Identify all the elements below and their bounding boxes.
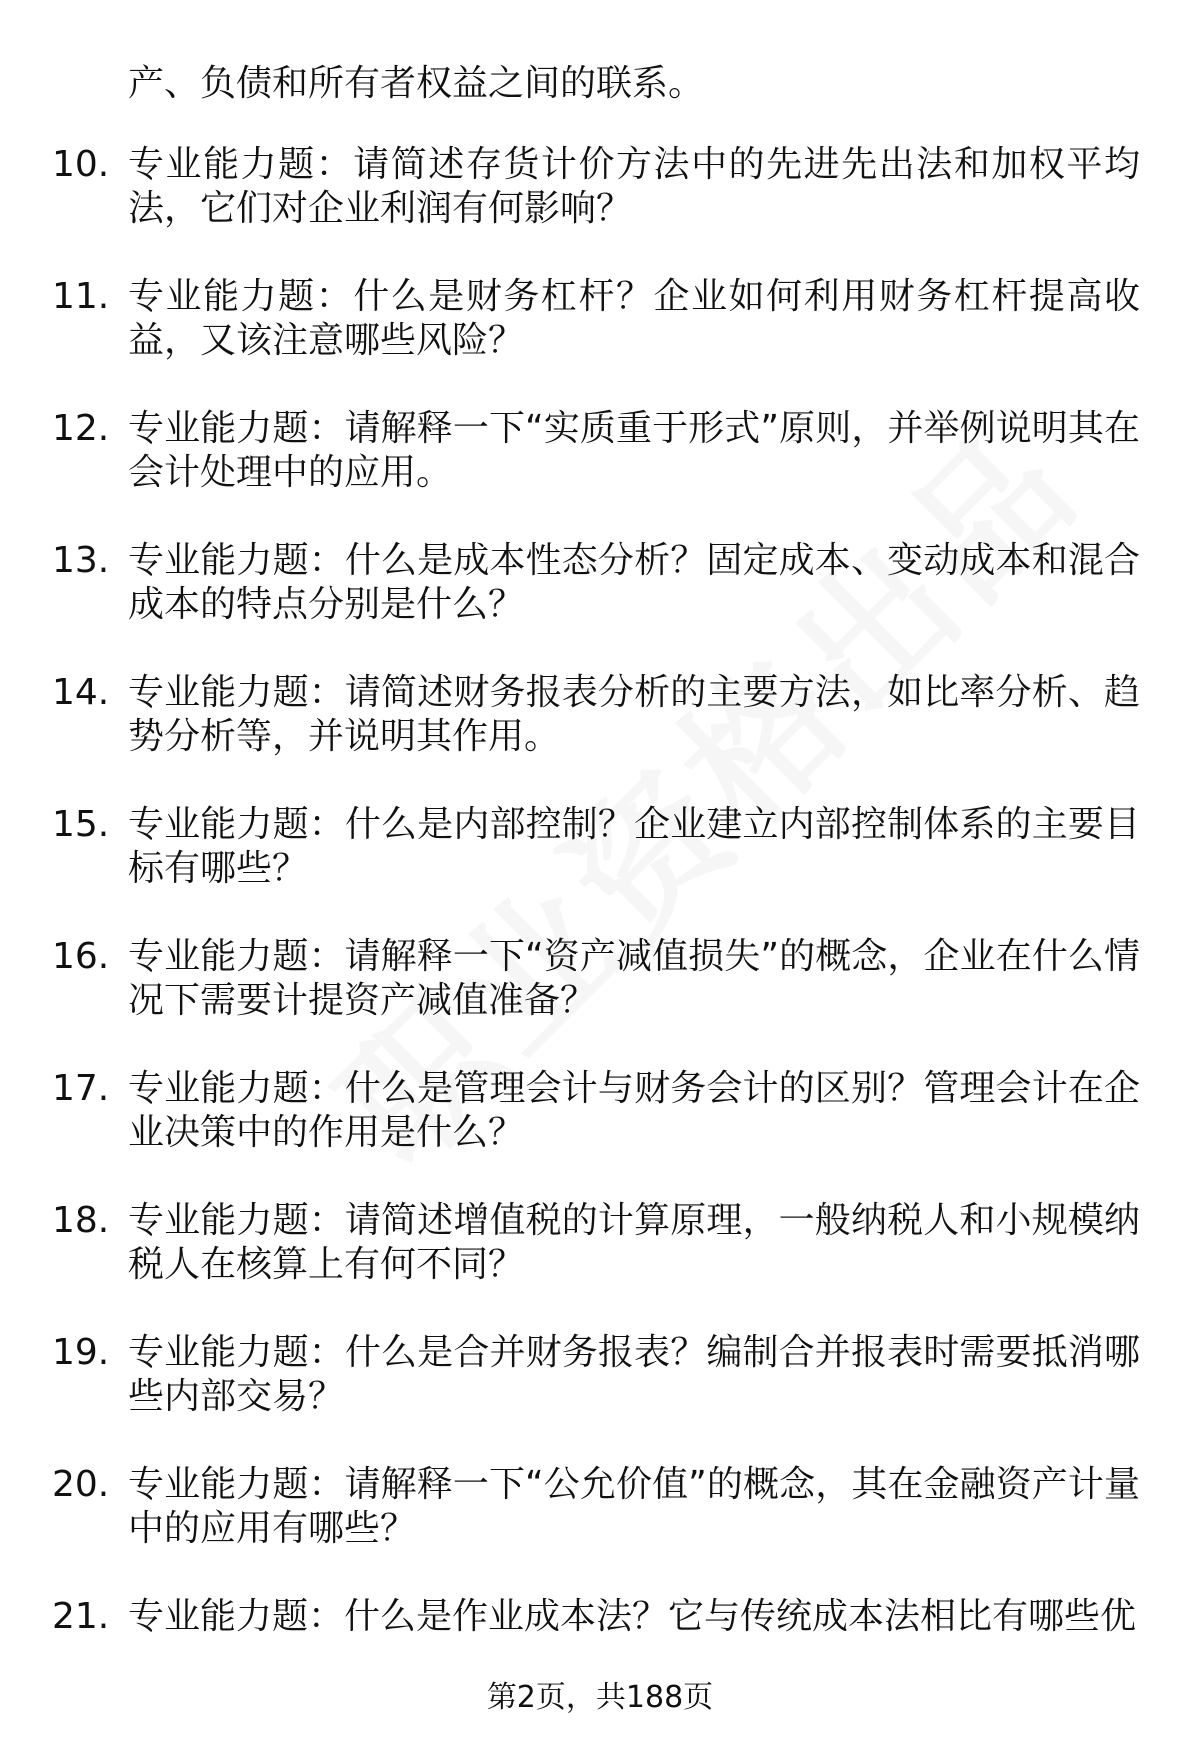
list-item [0,1463,1200,1595]
list-item [0,1067,1200,1199]
item-number: 19. [52,1332,110,1373]
item-text: 专业能力题：请简述财务报表分析的主要方法，如比率分析、趋势分析等，并说明其作用。 [128,672,1140,757]
question-list [0,143,1200,1727]
item-number: 14. [52,672,110,713]
list-item [0,935,1200,1067]
item-number: 17. [52,1068,110,1109]
continuation-text: 产、负债和所有者权益之间的联系。 [128,63,705,104]
list-item [0,1331,1200,1463]
item-text: 专业能力题：请简述增值税的计算原理，一般纳税人和小规模纳税人在核算上有何不同？ [128,1200,1140,1285]
item-number: 11. [52,276,110,317]
list-item [0,803,1200,935]
item-number: 18. [52,1200,110,1241]
item-text: 专业能力题：什么是内部控制？企业建立内部控制体系的主要目标有哪些？ [128,804,1140,889]
item-number: 10. [52,144,110,185]
item-text: 专业能力题：什么是成本性态分析？固定成本、变动成本和混合成本的特点分别是什么？ [128,540,1140,625]
list-item [0,1199,1200,1331]
item-number: 16. [52,936,110,977]
list-item [0,143,1200,275]
item-number: 13. [52,540,110,581]
item-text: 专业能力题：什么是财务杠杆？企业如何利用财务杠杆提高收益，又该注意哪些风险？ [128,276,1140,361]
list-item [0,671,1200,803]
item-text: 专业能力题：什么是合并财务报表？编制合并报表时需要抵消哪些内部交易？ [128,1332,1140,1417]
item-text: 专业能力题：什么是作业成本法？它与传统成本法相比有哪些优 [128,1596,1137,1637]
page-footer: 第2页，共188页 [486,1680,714,1715]
list-item [0,275,1200,407]
item-text: 专业能力题：请解释一下“公允价值”的概念，其在金融资产计量中的应用有哪些？ [128,1464,1140,1549]
item-number: 15. [52,804,110,845]
item-number: 12. [52,408,110,449]
item-number: 21. [52,1596,110,1637]
item-text: 专业能力题：请解释一下“资产减值损失”的概念，企业在什么情况下需要计提资产减值准备？ [128,936,1140,1021]
item-number: 20. [52,1464,110,1505]
list-item [0,407,1200,539]
item-text: 专业能力题：请简述存货计价方法中的先进先出法和加权平均法，它们对企业利润有何影响？ [128,144,1140,229]
item-text: 专业能力题：请解释一下“实质重于形式”原则，并举例说明其在会计处理中的应用。 [128,408,1140,493]
item-text: 专业能力题：什么是管理会计与财务会计的区别？管理会计在企业决策中的作用是什么？ [128,1068,1140,1153]
list-item [0,539,1200,671]
